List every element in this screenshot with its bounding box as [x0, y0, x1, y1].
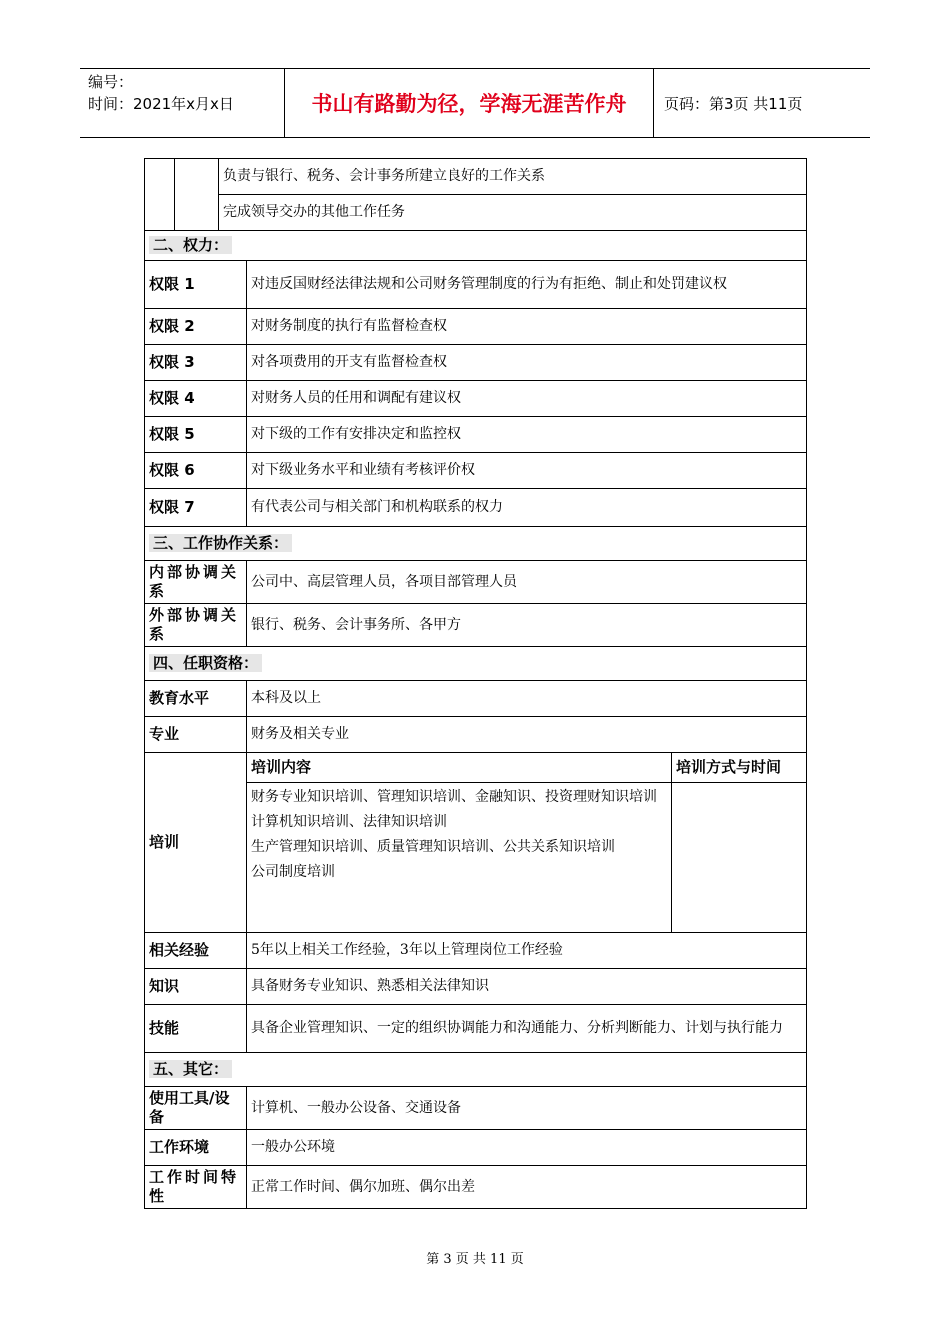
power-text: 对违反国财经法律法规和公司财务管理制度的行为有拒绝、制止和处罚建议权 — [247, 261, 807, 309]
section-title-others: 五、其它： — [149, 1060, 232, 1078]
power-row — [145, 345, 807, 381]
time-label: 时间：2021年x月x日 — [88, 95, 234, 113]
power-text: 对财务人员的任用和调配有建议权 — [247, 381, 807, 417]
training-items — [247, 783, 672, 933]
knowledge-text: 具备财务专业知识、熟悉相关法律知识 — [247, 969, 807, 1005]
power-label: 权限 6 — [145, 453, 247, 489]
header-meta — [80, 69, 284, 137]
power-label: 权限 5 — [145, 417, 247, 453]
qualification-row — [145, 1005, 807, 1053]
power-text: 对各项费用的开支有监督检查权 — [247, 345, 807, 381]
section-row — [145, 231, 807, 261]
training-method — [672, 783, 807, 933]
qualification-row — [145, 681, 807, 717]
power-row — [145, 489, 807, 527]
power-label: 权限 2 — [145, 309, 247, 345]
power-text: 对下级业务水平和业绩有考核评价权 — [247, 453, 807, 489]
power-label: 权限 1 — [145, 261, 247, 309]
duty-text: 完成领导交办的其他工作任务 — [219, 195, 807, 231]
education-text: 本科及以上 — [247, 681, 807, 717]
section-title-collaboration: 三、工作协作关系： — [149, 534, 292, 552]
power-row — [145, 261, 807, 309]
number-label: 编号： — [88, 73, 134, 91]
skills-label: 技能 — [145, 1005, 247, 1053]
power-label: 权限 3 — [145, 345, 247, 381]
training-item: 财务专业知识培训、管理知识培训、金融知识、投资理财知识培训 — [251, 789, 657, 805]
collab-text: 银行、税务、会计事务所、各甲方 — [247, 604, 807, 647]
education-label: 教育水平 — [145, 681, 247, 717]
training-item: 计算机知识培训、法律知识培训 — [251, 814, 447, 830]
training-content-header: 培训内容 — [247, 753, 672, 783]
other-row — [145, 1166, 807, 1209]
tools-label: 使用工具/设备 — [145, 1087, 247, 1130]
major-label: 专业 — [145, 717, 247, 753]
other-row — [145, 1087, 807, 1130]
knowledge-label: 知识 — [145, 969, 247, 1005]
power-row — [145, 417, 807, 453]
duty-row — [145, 159, 807, 195]
section-title-qualifications: 四、任职资格： — [149, 654, 262, 672]
duty-row — [145, 195, 807, 231]
training-header-row — [145, 753, 807, 783]
environment-text: 一般办公环境 — [247, 1130, 807, 1166]
training-item: 公司制度培训 — [251, 864, 335, 880]
motto: 书山有路勤为径，学海无涯苦作舟 — [284, 69, 654, 137]
major-text: 财务及相关专业 — [247, 717, 807, 753]
collab-row — [145, 561, 807, 604]
section-row — [145, 527, 807, 561]
qualification-row — [145, 969, 807, 1005]
page-header — [80, 68, 870, 138]
power-row — [145, 453, 807, 489]
training-method-header: 培训方式与时间 — [672, 753, 807, 783]
experience-text: 5年以上相关工作经验，3年以上管理岗位工作经验 — [247, 933, 807, 969]
power-row — [145, 381, 807, 417]
qualification-row — [145, 933, 807, 969]
skills-text: 具备企业管理知识、一定的组织协调能力和沟通能力、分析判断能力、计划与执行能力 — [247, 1005, 807, 1053]
collab-text: 公司中、高层管理人员，各项目部管理人员 — [247, 561, 807, 604]
power-text: 有代表公司与相关部门和机构联系的权力 — [247, 489, 807, 527]
hours-text: 正常工作时间、偶尔加班、偶尔出差 — [247, 1166, 807, 1209]
duty-text: 负责与银行、税务、会计事务所建立良好的工作关系 — [219, 159, 807, 195]
training-item: 生产管理知识培训、质量管理知识培训、公共关系知识培训 — [251, 839, 615, 855]
training-label: 培训 — [145, 753, 247, 933]
power-label: 权限 7 — [145, 489, 247, 527]
collab-label: 内部协调关系 — [145, 561, 247, 604]
section-title-powers: 二、权力： — [149, 236, 232, 254]
page-footer: 第 3 页 共 11 页 — [426, 1252, 524, 1267]
power-label: 权限 4 — [145, 381, 247, 417]
environment-label: 工作环境 — [145, 1130, 247, 1166]
tools-text: 计算机、一般办公设备、交通设备 — [247, 1087, 807, 1130]
power-text: 对下级的工作有安排决定和监控权 — [247, 417, 807, 453]
qualification-row — [145, 717, 807, 753]
hours-label: 工作时间特性 — [145, 1166, 247, 1209]
collab-label: 外部协调关系 — [145, 604, 247, 647]
section-row — [145, 1053, 807, 1087]
collab-row — [145, 604, 807, 647]
power-row — [145, 309, 807, 345]
other-row — [145, 1130, 807, 1166]
section-row — [145, 647, 807, 681]
job-description-table — [144, 158, 807, 1209]
power-text: 对财务制度的执行有监督检查权 — [247, 309, 807, 345]
page-code: 页码：第3页 共11页 — [664, 94, 803, 113]
experience-label: 相关经验 — [145, 933, 247, 969]
